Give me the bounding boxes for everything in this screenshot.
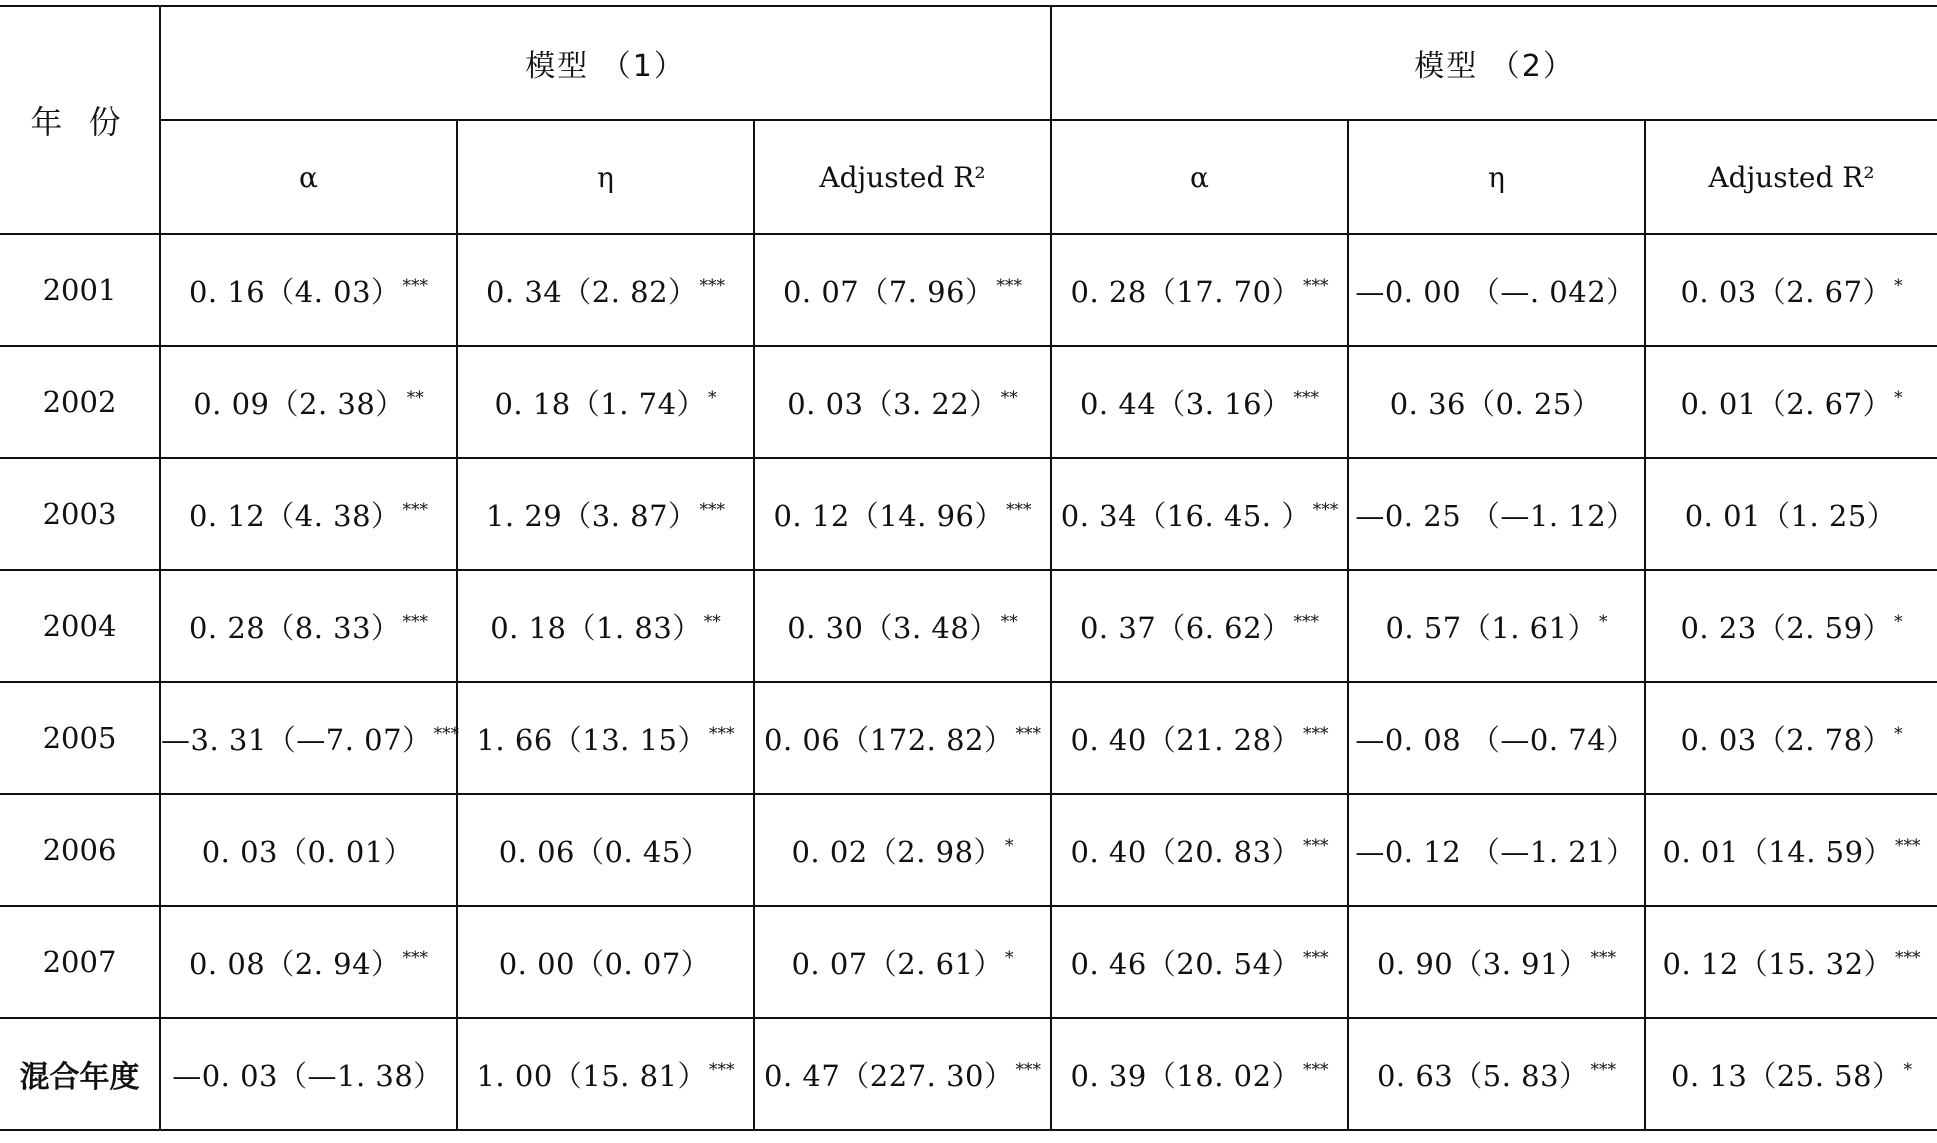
estimate-cell xyxy=(160,906,457,1018)
column-header-eta: η xyxy=(457,120,754,234)
estimate-value: 0. 57（1. 61） xyxy=(1385,610,1598,645)
estimate-cell xyxy=(1348,234,1645,346)
significance-stars: *** xyxy=(996,275,1023,296)
significance-stars: *** xyxy=(402,611,429,632)
estimate-value: 0. 63（5. 83） xyxy=(1376,1058,1589,1093)
table-row xyxy=(0,682,1937,794)
significance-stars: *** xyxy=(1303,1059,1329,1080)
estimate-value: 0. 06（0. 45） xyxy=(498,834,711,869)
estimate-value: 0. 07（7. 96） xyxy=(782,274,995,309)
significance-stars: ** xyxy=(1000,611,1018,632)
estimate-value: 0. 44（3. 16） xyxy=(1079,386,1292,421)
estimate-cell xyxy=(754,682,1051,794)
estimate-cell xyxy=(457,458,754,570)
estimate-value: 0. 02（2. 98） xyxy=(791,834,1004,869)
model1-header: 模型 （1） xyxy=(160,6,1051,120)
significance-stars: *** xyxy=(709,723,735,744)
estimate-cell xyxy=(457,234,754,346)
column-header-eta: η xyxy=(1348,120,1645,234)
estimate-cell xyxy=(457,570,754,682)
year-cell: 2007 xyxy=(0,906,160,1018)
estimate-value: 0. 34（2. 82） xyxy=(485,274,698,309)
estimate-cell xyxy=(1348,570,1645,682)
year-header: 年 份 xyxy=(0,6,160,234)
estimate-cell xyxy=(457,794,754,906)
estimate-cell xyxy=(160,234,457,346)
year-cell: 2001 xyxy=(0,234,160,346)
estimate-value: 0. 01（2. 67） xyxy=(1680,386,1893,421)
significance-stars: * xyxy=(1894,723,1903,744)
estimate-cell xyxy=(1348,458,1645,570)
estimate-cell xyxy=(1645,1018,1937,1130)
estimate-value: 0. 12（15. 32） xyxy=(1662,946,1894,981)
significance-stars: *** xyxy=(1293,611,1320,632)
estimate-value: 0. 03（3. 22） xyxy=(787,386,999,421)
header-row-groups xyxy=(0,6,1937,120)
estimate-value: 0. 34（16. 45. ） xyxy=(1060,498,1311,533)
estimate-value: 0. 16（4. 03） xyxy=(188,274,401,309)
estimate-cell xyxy=(1645,234,1937,346)
significance-stars: *** xyxy=(402,275,429,296)
estimate-cell xyxy=(1051,794,1348,906)
estimate-cell xyxy=(1051,458,1348,570)
table-row xyxy=(0,1018,1937,1130)
table-row xyxy=(0,234,1937,346)
significance-stars: * xyxy=(1005,835,1014,856)
estimate-cell xyxy=(457,346,754,458)
estimate-value: 0. 40（21. 28） xyxy=(1070,722,1302,757)
year-cell: 混合年度 xyxy=(0,1018,160,1130)
estimate-value: 0. 23（2. 59） xyxy=(1680,610,1893,645)
significance-stars: *** xyxy=(1015,723,1041,744)
estimate-value: 0. 12（4. 38） xyxy=(188,498,401,533)
estimate-value: 0. 03（0. 01） xyxy=(201,834,414,869)
significance-stars: *** xyxy=(402,947,429,968)
table-row xyxy=(0,458,1937,570)
estimate-value: 0. 03（2. 78） xyxy=(1680,722,1893,757)
estimate-value: —3. 31（—7. 07） xyxy=(161,722,432,757)
estimate-value: 0. 00（0. 07） xyxy=(498,946,711,981)
significance-stars: *** xyxy=(1895,835,1921,856)
estimate-cell xyxy=(1645,570,1937,682)
significance-stars: * xyxy=(1894,611,1903,632)
estimate-value: 0. 07（2. 61） xyxy=(791,946,1004,981)
estimate-value: 0. 36（0. 25） xyxy=(1389,386,1602,421)
estimate-cell xyxy=(1051,346,1348,458)
significance-stars: *** xyxy=(1303,835,1329,856)
table-row xyxy=(0,794,1937,906)
estimate-value: 1. 66（13. 15） xyxy=(476,722,708,757)
significance-stars: * xyxy=(708,387,717,408)
column-header-alpha: α xyxy=(1051,120,1348,234)
estimate-cell xyxy=(1348,346,1645,458)
significance-stars: *** xyxy=(699,275,726,296)
significance-stars: *** xyxy=(1293,387,1320,408)
significance-stars: *** xyxy=(1006,499,1032,520)
estimate-value: 0. 30（3. 48） xyxy=(787,610,999,645)
year-cell: 2002 xyxy=(0,346,160,458)
year-cell: 2005 xyxy=(0,682,160,794)
significance-stars: *** xyxy=(1590,947,1617,968)
year-cell: 2004 xyxy=(0,570,160,682)
significance-stars: *** xyxy=(709,1059,735,1080)
significance-stars: * xyxy=(1599,611,1608,632)
estimate-cell xyxy=(754,1018,1051,1130)
table-row xyxy=(0,906,1937,1018)
estimate-cell xyxy=(1348,1018,1645,1130)
significance-stars: ** xyxy=(703,611,721,632)
estimate-cell xyxy=(160,682,460,794)
estimate-cell xyxy=(1645,906,1937,1018)
estimate-cell xyxy=(754,234,1051,346)
year-cell: 2006 xyxy=(0,794,160,906)
estimate-cell xyxy=(1645,458,1937,570)
significance-stars: *** xyxy=(402,499,429,520)
estimate-cell xyxy=(457,906,754,1018)
estimate-value: —0. 00 （—. 042） xyxy=(1355,274,1636,309)
estimate-value: 0. 18（1. 83） xyxy=(490,610,702,645)
table-row xyxy=(0,570,1937,682)
estimate-cell xyxy=(754,906,1051,1018)
significance-stars: *** xyxy=(1895,947,1921,968)
column-header-adjusted-r2: Adjusted R² xyxy=(754,120,1051,234)
estimate-cell xyxy=(1051,682,1348,794)
regression-table xyxy=(0,5,1937,1131)
significance-stars: *** xyxy=(1303,947,1329,968)
estimate-value: 0. 40（20. 83） xyxy=(1070,834,1302,869)
column-header-adjusted-r2: Adjusted R² xyxy=(1645,120,1937,234)
estimate-value: 0. 06（172. 82） xyxy=(764,722,1014,757)
estimate-cell xyxy=(160,458,457,570)
estimate-cell xyxy=(1051,1018,1348,1130)
estimate-value: 0. 18（1. 74） xyxy=(494,386,707,421)
estimate-value: 0. 01（1. 25） xyxy=(1684,498,1897,533)
estimate-value: —0. 08 （—0. 74） xyxy=(1355,722,1636,757)
significance-stars: *** xyxy=(433,723,460,744)
model2-header: 模型 （2） xyxy=(1051,6,1937,120)
significance-stars: * xyxy=(1894,275,1903,296)
estimate-cell xyxy=(457,1018,754,1130)
estimate-cell xyxy=(1051,234,1348,346)
significance-stars: *** xyxy=(1312,499,1339,520)
estimate-value: 0. 08（2. 94） xyxy=(188,946,401,981)
estimate-cell xyxy=(457,682,754,794)
estimate-cell xyxy=(1051,906,1348,1018)
significance-stars: *** xyxy=(1015,1059,1041,1080)
estimate-cell xyxy=(1348,682,1645,794)
estimate-value: 0. 01（14. 59） xyxy=(1662,834,1894,869)
column-header-alpha: α xyxy=(160,120,457,234)
estimate-value: 0. 90（3. 91） xyxy=(1376,946,1589,981)
header-row-columns xyxy=(0,120,1937,234)
significance-stars: ** xyxy=(406,387,424,408)
estimate-cell xyxy=(1645,794,1937,906)
table-body xyxy=(0,234,1937,1130)
estimate-value: —0. 03（—1. 38） xyxy=(172,1058,443,1093)
estimate-value: —0. 25 （—1. 12） xyxy=(1355,498,1636,533)
estimate-value: 0. 46（20. 54） xyxy=(1070,946,1302,981)
estimate-cell xyxy=(1051,570,1348,682)
estimate-value: 0. 37（6. 62） xyxy=(1079,610,1292,645)
estimate-cell xyxy=(754,794,1051,906)
estimate-cell xyxy=(754,458,1051,570)
year-cell: 2003 xyxy=(0,458,160,570)
estimate-cell xyxy=(1645,682,1937,794)
estimate-cell xyxy=(754,570,1051,682)
estimate-cell xyxy=(1348,906,1645,1018)
significance-stars: *** xyxy=(699,499,726,520)
estimate-cell xyxy=(160,570,457,682)
significance-stars: * xyxy=(1005,947,1014,968)
significance-stars: * xyxy=(1903,1059,1913,1080)
estimate-value: 1. 00（15. 81） xyxy=(476,1058,708,1093)
estimate-cell xyxy=(160,794,457,906)
significance-stars: * xyxy=(1894,387,1903,408)
table-row xyxy=(0,346,1937,458)
estimate-value: 0. 12（14. 96） xyxy=(773,498,1005,533)
significance-stars: *** xyxy=(1303,275,1329,296)
estimate-value: 0. 13（25. 58） xyxy=(1671,1058,1902,1093)
estimate-value: 0. 03（2. 67） xyxy=(1680,274,1893,309)
estimate-value: —0. 12 （—1. 21） xyxy=(1355,834,1636,869)
estimate-cell xyxy=(1645,346,1937,458)
significance-stars: *** xyxy=(1303,723,1329,744)
significance-stars: ** xyxy=(1000,387,1018,408)
estimate-value: 0. 28（8. 33） xyxy=(188,610,401,645)
estimate-cell xyxy=(1348,794,1645,906)
estimate-cell xyxy=(754,346,1051,458)
estimate-value: 0. 28（17. 70） xyxy=(1070,274,1302,309)
estimate-cell xyxy=(160,346,457,458)
estimate-value: 0. 09（2. 38） xyxy=(193,386,405,421)
significance-stars: *** xyxy=(1590,1059,1617,1080)
estimate-cell xyxy=(160,1018,457,1130)
estimate-value: 0. 47（227. 30） xyxy=(764,1058,1014,1093)
estimate-value: 0. 39（18. 02） xyxy=(1070,1058,1302,1093)
estimate-value: 1. 29（3. 87） xyxy=(485,498,698,533)
